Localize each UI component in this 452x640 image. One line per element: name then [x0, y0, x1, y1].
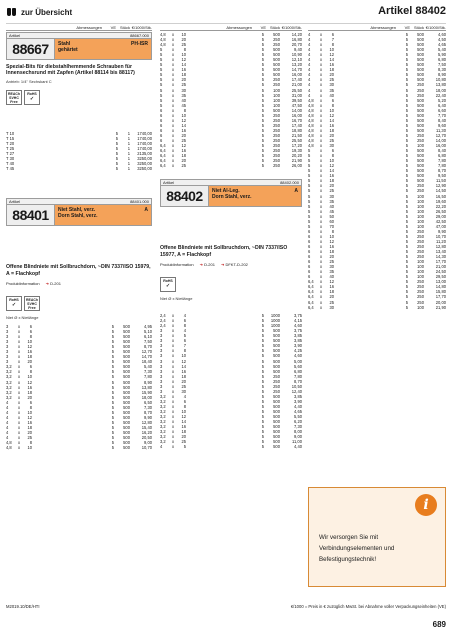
product-number[interactable]: 88667 [7, 39, 55, 59]
table-row: 2,4 x 4 5 1000 3,75 [160, 313, 302, 319]
back-label: zur Übersicht [21, 7, 73, 17]
footer-code: M2019.10/DE/HTI [6, 604, 40, 609]
table-row: 4,8 x 12 5 500 7,70 [308, 112, 446, 118]
table-row: 5 x 20 5 250 12,90 [308, 183, 446, 189]
table-row: 3,2 x 14 5 500 6,20 [160, 419, 302, 425]
table-row: 4 x 8 5 500 4,65 [308, 42, 446, 48]
table-row: 3 x 14 5 500 5,60 [160, 363, 302, 369]
table-row: 6,4 x 25 5 250 26,00 [160, 163, 302, 169]
table-row: 4,8 x 20 5 250 12,70 [308, 132, 446, 138]
table-row: 4,8 x 16 5 500 9,60 [308, 122, 446, 128]
table-row: 6 x 20 5 250 14,30 [308, 254, 446, 260]
table-row: T 15 5 1 1740,00 [6, 135, 152, 141]
table-row: T 25 5 1 1740,00 [6, 145, 152, 151]
table-row: 2,4 x 6 5 1000 4,15 [160, 318, 302, 324]
product-description: Offene Blindniete mit Sollbruchdorn, ~DIN 7337/ISO 15979, A = Flachkopf [6, 264, 151, 277]
table-row: 3,2 x 16 5 500 13,80 [6, 384, 152, 390]
table-row: 4 x 30 5 250 13,80 [308, 82, 446, 88]
table-row: T 30 5 1 3250,00 [6, 156, 152, 162]
table-row: 4 x 10 5 500 8,70 [6, 409, 152, 415]
table-row: 6 x 30 5 100 21,00 [308, 264, 446, 270]
table-row: 4,8 x 18 5 500 11,30 [308, 127, 446, 133]
table-row: 5 x 16 5 500 14,70 [160, 67, 302, 73]
table-row: 4 x 16 5 500 12,80 [6, 419, 152, 425]
product-number[interactable]: 88402 [161, 186, 209, 206]
table-row: 6 x 16 5 250 18,80 [160, 127, 302, 133]
column-header: Abmessungen VE Stück €/1000/Stk. [6, 24, 152, 31]
table-row: 4 x 18 5 500 15,40 [6, 424, 152, 430]
table-row: 5 x 8 5 500 6,80 [308, 153, 446, 159]
table-row: 5 x 70 5 100 47,00 [308, 223, 446, 229]
back-to-overview-link[interactable] [6, 7, 72, 17]
table-row: 4 x 35 5 250 18,00 [308, 87, 446, 93]
table-row: 5 x 10 5 500 7,80 [308, 158, 446, 164]
table-row: 3 x 16 5 500 6,80 [160, 368, 302, 374]
table-row: 5 x 14 5 500 8,70 [308, 168, 446, 174]
table-row: 4 x 7 5 500 4,50 [308, 37, 446, 43]
check-icon: ✓ [165, 283, 171, 290]
table-row: 3 x 8 5 500 6,10 [6, 334, 152, 340]
table-row: 3,2 x 16 5 500 7,30 [160, 424, 302, 430]
table-row: 3,2 x 20 5 500 18,00 [6, 394, 152, 400]
table-row: 6,4 x 12 5 250 13,00 [308, 279, 446, 285]
table-row: 4 x 20 5 500 8,90 [308, 72, 446, 78]
table-row: 4 x 18 5 500 8,30 [308, 67, 446, 73]
table-row: 5 x 35 5 100 19,60 [308, 198, 446, 204]
table-row: 3,2 x 6 5 500 3,90 [160, 398, 302, 404]
check-icon: ✓ [11, 302, 17, 308]
column-header: Abmessungen VE Stück €/1000/Stk. [160, 24, 302, 31]
table-row: 4 x 14 5 500 6,80 [308, 57, 446, 63]
table-row: 5 x 40 5 100 22,20 [308, 203, 446, 209]
reach-badge: REACh SVHC Free [8, 91, 21, 104]
rohs-badge: RoHS ✓ [160, 277, 176, 292]
info-box[interactable] [308, 487, 446, 587]
table-row: 3 x 6 5 500 4,95 [6, 324, 152, 330]
table-row: 6,4 x 20 5 250 17,70 [308, 294, 446, 300]
table-row: 4 x 25 5 500 20,50 [6, 435, 152, 441]
table-row: 3 x 25 5 250 10,50 [160, 383, 302, 389]
table-row: 6,4 x 30 5 100 21,90 [308, 304, 446, 310]
table-row: 4 x 20 5 500 16,20 [6, 430, 152, 435]
spec-table-88667 [6, 131, 152, 171]
product-description: Offene Blindniete mit Sollbruchdorn, ~DIN 7337/ISO 15977, A = Flachkopf [160, 245, 288, 258]
table-row: 4 x 16 5 500 7,50 [308, 62, 446, 68]
table-row: 3 x 10 5 500 7,50 [6, 339, 152, 345]
table-row: 3 x 20 5 250 8,70 [160, 378, 302, 384]
check-icon: ✓ [29, 95, 35, 102]
table-row: 5 x 30 5 100 16,50 [308, 193, 446, 199]
table-row: 6 x 12 5 250 11,20 [308, 238, 446, 244]
table-row: 6 x 25 5 250 25,50 [160, 138, 302, 143]
table-row: 6 x 12 5 250 16,70 [160, 117, 302, 123]
table-row: 3 x 6 5 500 3,85 [160, 338, 302, 344]
table-row: 5 x 45 5 100 26,50 [308, 208, 446, 214]
table-row: 3,2 x 12 5 500 8,90 [6, 379, 152, 385]
table-row: 5 x 12 5 500 7,80 [308, 163, 446, 169]
table-row: 3,2 x 8 5 500 7,30 [6, 369, 152, 375]
table-row: 3 x 16 5 500 12,70 [6, 349, 152, 355]
table-row: 5 x 45 5 100 47,50 [160, 102, 302, 108]
spec-table-88402 [160, 313, 302, 449]
table-row: 3 x 5 5 500 3,85 [160, 333, 302, 339]
table-row: 3 x 20 5 500 18,40 [6, 359, 152, 365]
table-row: 3,2 x 12 5 500 5,50 [160, 414, 302, 420]
table-row: 6,4 x 12 5 250 17,20 [160, 143, 302, 149]
table-row: 5 x 16 5 500 9,50 [308, 173, 446, 179]
table-row: 4,8 x 10 5 500 10,70 [6, 445, 152, 451]
table-row: 5 x 50 5 100 29,00 [308, 213, 446, 219]
table-row: 6 x 25 5 100 17,70 [308, 259, 446, 265]
table-row: 6 x 8 5 250 9,90 [308, 228, 446, 234]
table-row: 3 x 12 5 500 5,00 [160, 358, 302, 364]
table-row: 4 x 40 5 250 22,40 [308, 92, 446, 98]
product-box-88401: Artikel 88401.000 88401 Niet Stahl, verz. Dorn Stahl, verz. A [6, 198, 152, 226]
table-row: 6,4 x 18 5 250 15,80 [308, 289, 446, 295]
product-info-link[interactable]: ➜ DFKT-D-202 [220, 262, 248, 268]
table-row: 6,4 x 16 5 250 14,80 [308, 284, 446, 290]
table-row: 3 x 18 5 250 7,80 [160, 373, 302, 379]
column-3 [308, 24, 446, 310]
spec-label: Niet Ø x Nietlänge [160, 296, 193, 302]
table-row: 4 x 12 5 500 9,90 [6, 414, 152, 420]
column-2 [160, 24, 302, 449]
table-row: T 20 5 1 1740,00 [6, 140, 152, 146]
table-row: 3 x 7 5 500 3,90 [160, 343, 302, 349]
footer-price-note: €/1000 = Preis in € zuzüglich MwSt. bei Abnahme voller Verpackungseinheiten (VE) [290, 604, 446, 609]
table-row: 4 x 12 5 500 5,90 [308, 52, 446, 58]
table-row: 3 x 6 5 500 5,10 [6, 329, 152, 335]
table-row: 6 x 14 5 250 17,40 [160, 122, 302, 128]
product-info-links: Produktinformation ➜ D-201 [6, 281, 61, 286]
table-row: 5 x 8 5 500 9,40 [160, 47, 302, 53]
table-row: 5 x 25 5 250 21,00 [160, 82, 302, 88]
table-row: 5 x 30 5 100 25,50 [160, 87, 302, 93]
table-row: 4 x 6 5 500 6,50 [6, 399, 152, 405]
table-row: 4 x 25 5 500 10,80 [308, 77, 446, 83]
table-row: 3,2 x 25 5 500 11,00 [160, 439, 302, 445]
table-row: 4 x 8 5 500 7,30 [6, 404, 152, 410]
table-row: 3 x 12 5 500 8,70 [6, 344, 152, 350]
arrow-right-icon: ➜ [220, 262, 225, 268]
spec-label: Niet Ø x Nietlänge [6, 315, 39, 320]
spec-table-col2 [160, 32, 302, 168]
table-row: 4,8 x 8 5 500 6,40 [308, 102, 446, 108]
table-row: 6 x 8 5 500 14,00 [160, 107, 302, 113]
table-row: 4 x 6 5 500 4,60 [308, 32, 446, 38]
rohs-badge: RoHS ✓ [24, 90, 40, 105]
page-header [6, 4, 446, 24]
table-row: 3 x 18 5 500 14,70 [6, 354, 152, 360]
table-row: 3,2 x 8 5 500 4,40 [160, 403, 302, 409]
table-row: 5 x 35 5 100 31,00 [160, 92, 302, 98]
table-row: 5 x 40 5 100 39,50 [160, 97, 302, 103]
product-info-link[interactable]: ➜ D-201 [45, 281, 61, 286]
table-row: 6,4 x 25 5 250 20,00 [308, 299, 446, 305]
product-note: Antrieb: 1/4" Sechskant C [6, 78, 52, 84]
product-info-link[interactable]: ➜ D-201 [199, 262, 215, 268]
table-row: 3,2 x 18 5 500 15,90 [6, 389, 152, 395]
product-box-88667: Artikel 88667.000 88667 Stahl gehärtet PH-ISR [6, 32, 152, 60]
info-text: Wir versorgen Sie mit Verbindungselementen und Befestigungstechnik! [319, 534, 395, 563]
column-1 [6, 24, 152, 450]
page-footer [6, 604, 446, 609]
table-row: 4,8 x 25 5 250 14,00 [308, 138, 446, 143]
table-row: 5 x 14 5 500 13,20 [160, 62, 302, 68]
table-row: 4 x 5 5 500 4,40 [160, 444, 302, 450]
table-row: 4,8 x 20 5 250 16,80 [160, 37, 302, 43]
table-row: 5 x 12 5 500 12,10 [160, 57, 302, 63]
table-row: 4,8 x 14 5 500 8,40 [308, 117, 446, 123]
table-row: 6 x 20 5 250 21,50 [160, 132, 302, 138]
table-row: 3 x 8 5 500 4,25 [160, 348, 302, 354]
arrow-right-icon: ➜ [199, 262, 203, 268]
table-row: 4,8 x 10 5 500 6,60 [308, 107, 446, 113]
table-row: 5 x 20 5 250 17,40 [160, 77, 302, 83]
table-row: 6,4 x 20 5 250 21,90 [160, 158, 302, 164]
table-row: 6,4 x 16 5 250 19,30 [160, 148, 302, 154]
product-box-88402: Artikel 88402.000 88402 Niet Al-Leg. Dorn Stahl, verz. A [160, 179, 302, 207]
table-row: 6 x 10 5 250 10,70 [308, 233, 446, 239]
table-row: 3,2 x 4 5 500 3,85 [160, 393, 302, 399]
table-row: 5 x 18 5 500 16,00 [160, 72, 302, 78]
table-row: 4 x 10 5 500 5,40 [308, 47, 446, 53]
table-row: 4,8 x 30 5 100 16,00 [308, 143, 446, 149]
table-row: 5 x 10 5 500 10,90 [160, 52, 302, 58]
table-row: 4,8 x 25 5 250 20,70 [160, 42, 302, 48]
table-row: 4,8 x 8 5 500 9,00 [6, 440, 152, 446]
table-row: 5 x 18 5 500 11,50 [308, 178, 446, 184]
table-row: 3,2 x 18 5 500 8,00 [160, 429, 302, 435]
column-header: Abmessungen VE Stück €/1000/Stk. [308, 24, 446, 31]
table-row: 3 x 4 5 500 3,75 [160, 328, 302, 334]
spec-table-col3 [308, 32, 446, 310]
page-number: 689 [432, 620, 446, 629]
table-row: 6 x 35 5 100 24,50 [308, 269, 446, 275]
table-row: 5 x 6 5 500 8,40 [308, 148, 446, 154]
product-number[interactable]: 88401 [7, 205, 55, 225]
table-row: 3,2 x 10 5 500 4,65 [160, 408, 302, 414]
table-row: 3 x 10 5 500 4,60 [160, 353, 302, 359]
binoculars-icon [6, 7, 18, 17]
table-row: 3,2 x 20 5 500 9,00 [160, 434, 302, 440]
table-row: 6,4 x 18 5 250 20,20 [160, 153, 302, 159]
table-row: T 45 5 1 3250,00 [6, 166, 152, 172]
spec-table-88401 [6, 324, 152, 450]
product-info-links: Produktinformation ➜ D-201 ➜ DFKT-D-202 [160, 262, 248, 268]
table-row: 4,8 x 6 5 500 5,20 [308, 97, 446, 103]
table-row: 2,4 x 8 5 1000 4,60 [160, 323, 302, 329]
table-row: T 27 5 1 2135,00 [6, 151, 152, 157]
rohs-badge: RoHS ✓ [6, 296, 22, 311]
reach-badge: REACh SVHC Free [26, 298, 39, 310]
info-icon: i [415, 494, 437, 516]
table-row: 6 x 16 5 250 12,80 [308, 243, 446, 249]
product-description: Spezial-Bits für diebstahlhemmende Schrauben für Innensechsrund mit Zapfen (Artikel 88114 bis 88117) [6, 64, 135, 77]
table-row: 5 x 60 5 100 42,50 [308, 218, 446, 224]
table-row: T 10 5 1 1740,00 [6, 130, 152, 136]
arrow-right-icon: ➜ [45, 281, 49, 286]
table-row: T 40 5 1 3250,00 [6, 161, 152, 167]
page-title: Artikel 88402 [378, 5, 446, 17]
table-row: 3,2 x 10 5 500 7,80 [6, 374, 152, 380]
table-row: 6 x 18 5 250 13,40 [308, 249, 446, 255]
table-row: 6 x 10 5 250 16,00 [160, 112, 302, 118]
table-row: 3 x 30 5 250 12,40 [160, 388, 302, 394]
table-row: 6 x 40 5 100 29,50 [308, 274, 446, 280]
table-row: 5 x 25 5 250 14,50 [308, 188, 446, 194]
table-row: 3,2 x 6 5 500 5,40 [6, 364, 152, 370]
table-row: 4,8 x 10 5 500 14,20 [160, 32, 302, 38]
